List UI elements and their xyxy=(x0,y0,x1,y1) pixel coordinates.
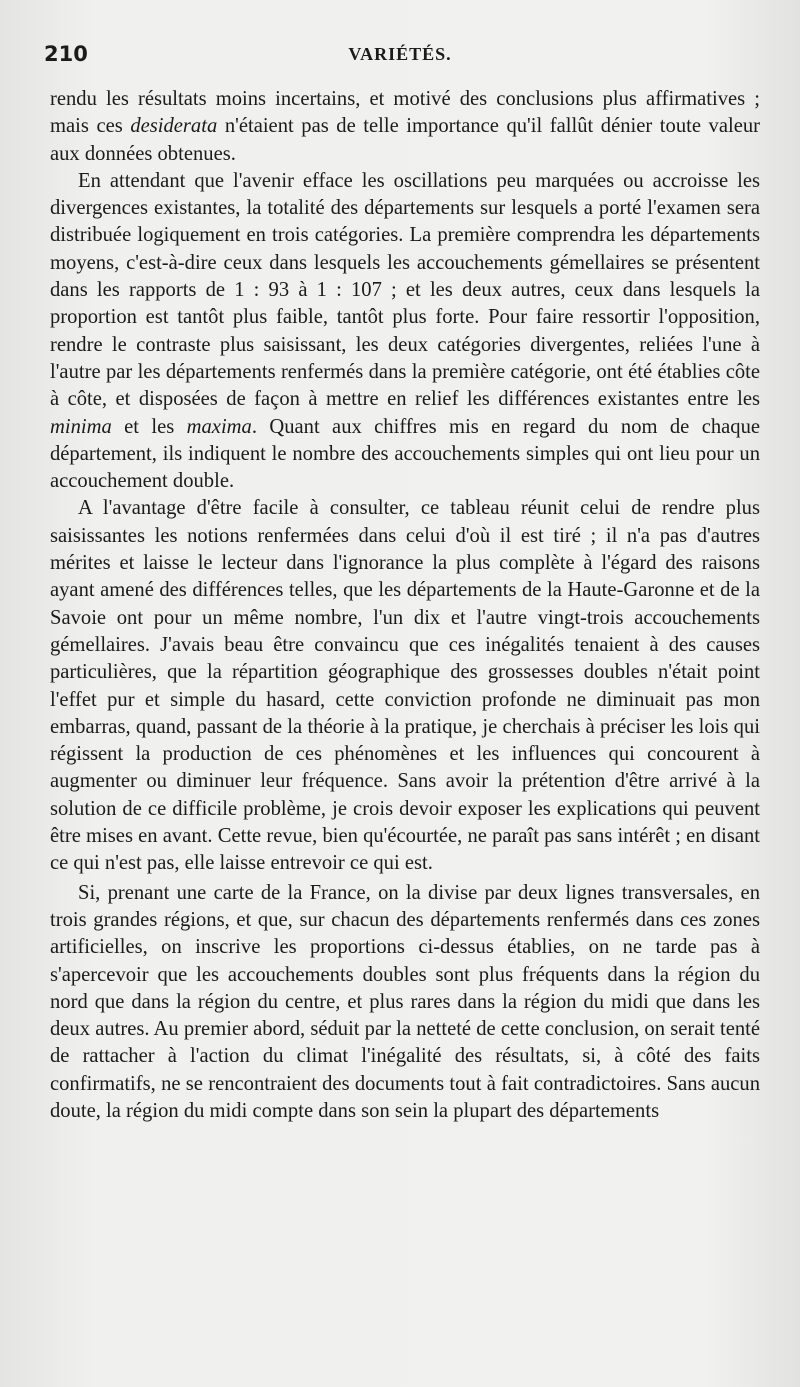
italic-term: desiderata xyxy=(130,115,218,138)
italic-term: maxima xyxy=(186,415,252,438)
italic-term: minima xyxy=(50,415,112,438)
text-run: Si, prenant une carte de la France, on la divise par deux lignes transversales, en trois grandes régions, et que, sur chacun des départements renfermés dans ces zones artificielles, on inscrive les proportions ci-dessus établies, on ne tarde pas à s'apercevoir que les accouchements doubles sont plus fréquents dans la région du nord que dans la région du centre, et plus rares dans la région du midi que dans les deux autres. Au premier abord, séduit par la netteté de cette conclusion, on serait tenté de rattacher à l'action du climat l'inégalité des résultats, si, à côté des faits confirmatifs, ne se rencontraient des documents tout à fait contradictoires. Sans aucun doute, la région du midi compte dans son sein la plupart des départements xyxy=(50,881,760,1122)
paragraph xyxy=(50,86,760,168)
page-number: 210 xyxy=(44,42,88,66)
paragraph xyxy=(50,168,760,496)
body-text xyxy=(50,86,760,1125)
text-run: En attendant que l'avenir efface les oscillations peu marquées ou accroisse les divergences existantes, la totalité des départements sur lesquels a porté l'examen sera distribuée logiquement en trois catégories. La première comprendra les départements moyens, c'est-à-dire ceux dans lesquels les accouchements gémellaires se présentent dans les rapports de 1 : 93 à 1 : 107 ; et les deux autres, ceux dans lesquels la proportion est tantôt plus faible, tantôt plus forte. Pour faire ressortir l'opposition, rendre le contraste plus saisissant, les deux catégories divergentes, reliées l'une à l'autre par les départements renfermés dans la première catégorie, ont été établies côte à côte, et disposées de façon à mettre en relief les différences existantes entre les xyxy=(50,169,760,411)
text-run: . Quant aux chiffres mis en regard du nom de chaque département, ils indiquent le nombre des accouchements simples qui ont lieu pour un accouchement double. xyxy=(50,415,761,493)
paragraph xyxy=(50,495,760,877)
text-run: n'étaient pas de telle importance qu'il fallût dénier toute valeur aux données obtenues. xyxy=(50,115,760,165)
paragraph xyxy=(50,880,760,1126)
running-head: VARIÉTÉS. xyxy=(348,44,452,64)
page-header xyxy=(44,40,756,74)
text-run: A l'avantage d'être facile à consulter, ce tableau réunit celui de rendre plus saisissantes les notions renfermées dans celui d'où il est tiré ; il n'a pas d'autres mérites et laisse le lecteur dans l'ignorance la plus complète à l'égard des raisons ayant amené des différences telles, que les départements de la Haute-Garonne et de la Savoie ont pour un même nombre, l'un dix et l'autre vingt-trois accouchements gémellaires. J'avais beau être convaincu que ces inégalités tenaient à des causes particulières, que la répartition géographique des grossesses doubles n'était point l'effet pur et simple du hasard, cette conviction profonde ne diminuait pas mon embarras, quand, passant de la théorie à la pratique, je cherchais à préciser les lois qui régissent la production de ces phénomènes et les influences qui concourent à augmenter ou diminuer leur fréquence. Sans avoir la prétention d'être arrivé à la solution de ce difficile problème, je crois devoir exposer les explications qui peuvent être mises en avant. Cette revue, bien qu'écourtée, ne paraît pas sans intérêt ; en disant ce qui n'est pas, elle laisse entrevoir ce qui est. xyxy=(50,497,760,875)
text-run: rendu les résultats moins incertains, et motivé des conclusions plus affirmatives ; mais ces xyxy=(50,88,760,138)
text-run: et les xyxy=(111,415,187,438)
